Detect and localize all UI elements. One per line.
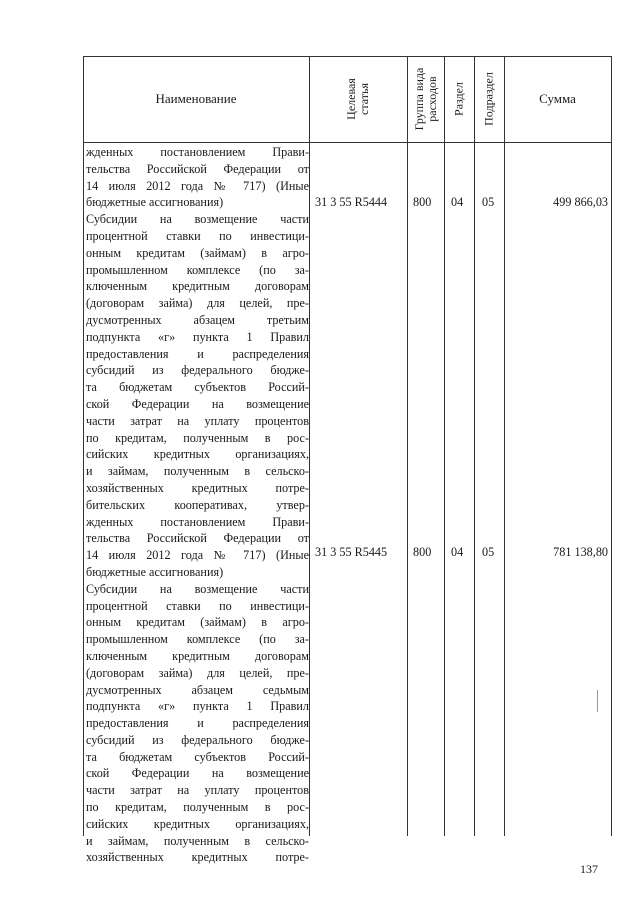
name-line: жденных постановлением Прави- [86, 145, 309, 159]
name-line: сийских кредитных организациях, [86, 816, 309, 831]
name-line: и займам, полученным в сельско- [86, 833, 309, 848]
header-bottom-border [83, 142, 612, 143]
name-line: бительских кооперативах, утвер- [86, 497, 309, 512]
header-section: Раздел [451, 82, 466, 116]
name-line: тельства Российской Федерации от [86, 161, 309, 176]
name-line: ключенным кредитным договорам [86, 648, 309, 663]
name-line: подпункта «г» пункта 1 Правил [86, 329, 309, 344]
name-line: онным кредитам (займам) в агро- [86, 615, 309, 630]
name-line: по кредитам, полученным в рос- [86, 430, 309, 445]
name-line: онным кредитам (займам) в агро- [86, 245, 309, 260]
name-line: дусмотренных абзацем третьим [86, 312, 309, 327]
name-line: та бюджетам субъектов Россий- [86, 380, 309, 395]
name-line: (договорам займа) для целей, пре- [86, 665, 309, 680]
name-line: ской Федерации на возмещение [86, 766, 309, 781]
header-target-item: Целевая статья [344, 78, 371, 120]
name-line: 14 июля 2012 года № 717) (Иные [86, 548, 309, 563]
name-line: части затрат на уплату процентов [86, 413, 309, 428]
name-line: сийских кредитных организациях, [86, 447, 309, 462]
name-line: бюджетные ассигнования) [86, 564, 224, 579]
name-line: предоставления и распределения [86, 716, 309, 731]
row1-section: 04 [451, 195, 464, 209]
name-line: тельства Российской Федерации от [86, 531, 309, 546]
row2-expense-group: 800 [413, 545, 432, 559]
name-line: жденных постановлением Прави- [86, 514, 309, 529]
col-border-right [611, 56, 612, 836]
name-line: части затрат на уплату процентов [86, 783, 309, 798]
name-line: хозяйственных кредитных потре- [86, 850, 309, 865]
name-line: дусмотренных абзацем седьмым [86, 682, 309, 697]
name-line: бюджетные ассигнования) [86, 195, 224, 210]
name-line: 14 июля 2012 года № 717) (Иные [86, 178, 309, 193]
name-line: Субсидии на возмещение части [86, 581, 309, 596]
name-line: ской Федерации на возмещение [86, 396, 309, 411]
page-number: 137 [580, 862, 598, 876]
name-line: процентной ставки по инвестици- [86, 598, 309, 613]
col-border-subsection [504, 56, 505, 836]
row1-sum: 499 866,03 [553, 195, 608, 209]
row2-subsection: 05 [482, 545, 495, 559]
header-sum: Сумма [539, 91, 576, 106]
name-line: ключенным кредитным договорам [86, 279, 309, 294]
row1-subsection: 05 [482, 195, 495, 209]
col-border-group [444, 56, 445, 836]
row1-expense-group: 800 [413, 195, 432, 209]
budget-table [83, 56, 612, 865]
name-line: промышленном комплексе (по за- [86, 632, 309, 647]
row2-sum: 781 138,80 [553, 545, 608, 559]
col-border-name [309, 56, 310, 836]
scan-mark [597, 690, 598, 712]
row2-target-item: 31 3 55 R5445 [315, 545, 388, 559]
name-line: Субсидии на возмещение части [86, 212, 309, 227]
col-border-target [407, 56, 408, 836]
name-line: субсидий из федерального бюдже- [86, 732, 309, 747]
name-line: субсидий из федерального бюдже- [86, 363, 309, 378]
col-border-left [83, 56, 84, 836]
name-column-text [86, 144, 309, 866]
row1-target-item: 31 3 55 R5444 [315, 195, 388, 209]
name-line: и займам, полученным в сельско- [86, 464, 309, 479]
name-line: подпункта «г» пункта 1 Правил [86, 699, 309, 714]
header-expense-group: Группа вида расходов [411, 67, 439, 131]
name-line: по кредитам, полученным в рос- [86, 800, 309, 815]
name-line: предоставления и распределения [86, 346, 309, 361]
row2-section: 04 [451, 545, 464, 559]
name-line: та бюджетам субъектов Россий- [86, 749, 309, 764]
name-line: процентной ставки по инвестици- [86, 228, 309, 243]
name-line: хозяйственных кредитных потре- [86, 480, 309, 495]
header-subsection: Подраздел [481, 72, 496, 126]
col-border-section [474, 56, 475, 836]
header-name: Наименование [155, 91, 237, 106]
name-line: промышленном комплексе (по за- [86, 262, 309, 277]
name-line: (договорам займа) для целей, пре- [86, 296, 309, 311]
